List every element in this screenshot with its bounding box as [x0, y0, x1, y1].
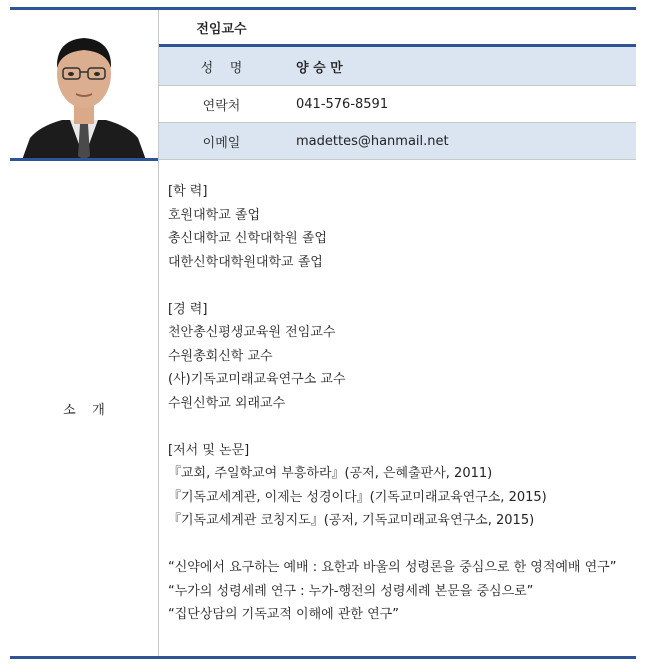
name-row: [159, 47, 636, 85]
intro-label: 소 개: [63, 402, 105, 418]
publication-item: 『교회, 주일학교여 부흥하라』(공저, 은혜출판사, 2011): [168, 466, 493, 481]
education-heading: [학 력]: [168, 184, 208, 199]
contact-label: 연락처: [202, 98, 241, 114]
position-title: 전임교수: [196, 21, 247, 37]
email-label: 이메일: [202, 135, 241, 151]
paper-item: “누가의 성령세례 연구 : 누가-행전의 성령세례 본문을 중심으로”: [168, 583, 534, 599]
name-label: 성 명: [200, 60, 243, 76]
contact-value: 041-576-8591: [296, 96, 389, 112]
publications-heading: [저서 및 논문]: [168, 442, 250, 458]
education-item: 호원대학교 졸업: [168, 207, 261, 223]
header-row: [159, 10, 636, 44]
row-divider: [159, 159, 636, 160]
education-item: 총신대학교 신학대학원 졸업: [168, 231, 327, 246]
profile-photo: [10, 10, 158, 160]
education-item: 대한신학대학원대학교 졸업: [168, 254, 323, 270]
paper-item: “집단상담의 기독교적 이해에 관한 연구”: [168, 607, 399, 622]
career-item: (사)기독교미래교육연구소 교수: [168, 372, 346, 387]
career-item: 수원신학교 외래교수: [168, 395, 286, 411]
career-item: 천안총신평생교육원 전임교수: [168, 325, 336, 340]
portrait-image: [10, 10, 158, 160]
name-value: 양 승 만: [296, 60, 343, 76]
faculty-profile: [10, 0, 636, 672]
email-value: madettes@hanmail.net: [296, 133, 449, 149]
bottom-border: [10, 656, 636, 659]
intro-content: [168, 180, 630, 627]
career-item: 수원총회신학 교수: [168, 348, 273, 364]
publication-item: 『기독교세계관 코칭지도』(공저, 기독교미래교육연구소, 2015): [168, 513, 535, 528]
contact-row: [159, 86, 636, 122]
paper-item: “신약에서 요구하는 예배 : 요한과 바울의 성령론을 중심으로 한 영적예배 연구”: [168, 560, 617, 575]
career-heading: [경 력]: [168, 301, 208, 317]
publication-item: 『기독교세계관, 이제는 성경이다』(기독교미래교육연구소, 2015): [168, 489, 547, 505]
email-row: [159, 123, 636, 159]
